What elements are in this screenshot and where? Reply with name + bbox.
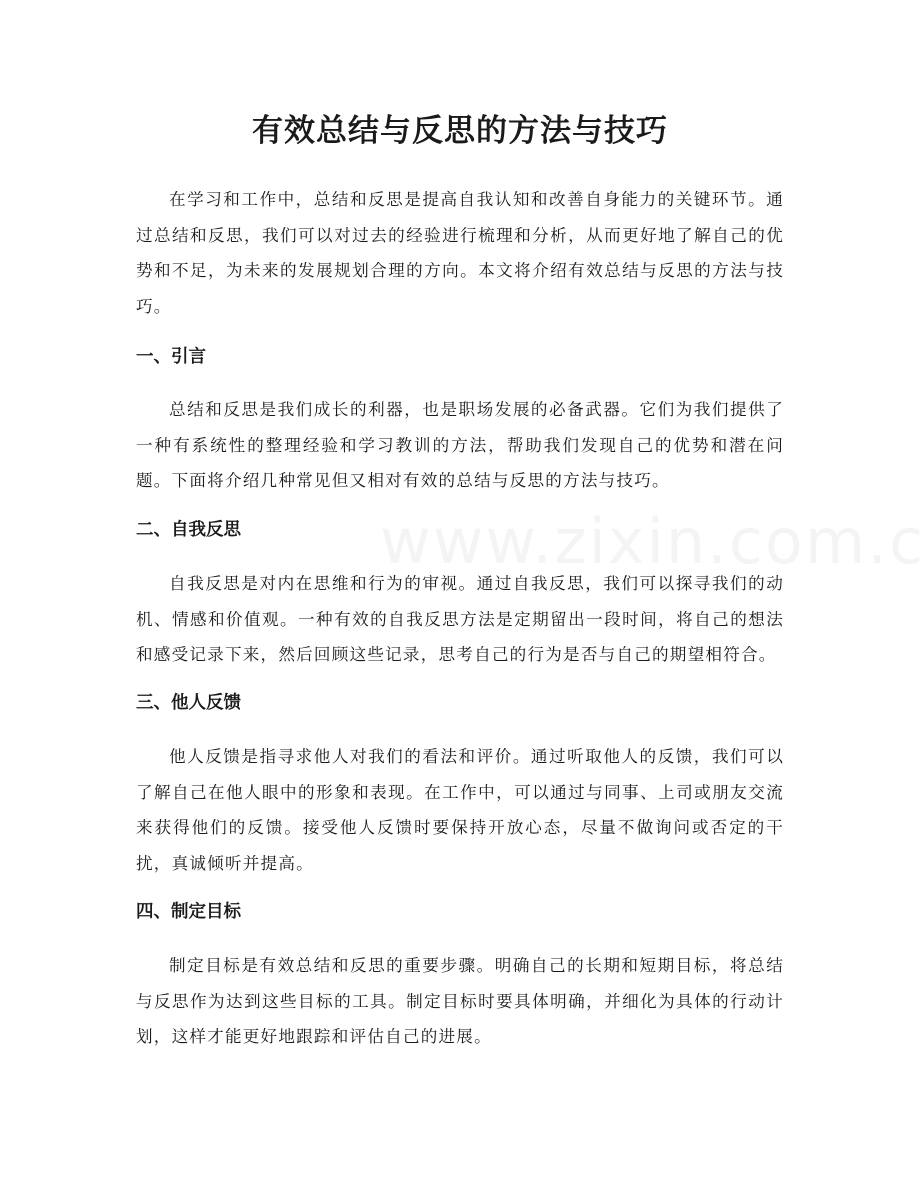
section-body-feedback: 他人反馈是指寻求他人对我们的看法和评价。通过听取他人的反馈，我们可以了解自己在他人眼中的形象和表现。在工作中，可以通过与同事、上司或朋友交流来获得他们的反馈。接受他人反馈时要保持开放心态，尽量不做询问或否定的干扰，真诚倾听并提高。 — [136, 747, 784, 873]
document-title: 有效总结与反思的方法与技巧 — [252, 113, 668, 149]
section-heading-intro: 一、引言 — [136, 347, 206, 367]
section-heading-self-reflection: 二、自我反思 — [136, 520, 241, 540]
section-body-self-reflection: 自我反思是对内在思维和行为的审视。通过自我反思，我们可以探寻我们的动机、情感和价值观。一种有效的自我反思方法是定期留出一段时间，将自己的想法和感受记录下来，然后回顾这些记录，思考自己的行为是否与自己的期望相符合。 — [136, 574, 784, 664]
section-heading-feedback: 三、他人反馈 — [136, 693, 241, 713]
section-body-intro: 总结和反思是我们成长的利器，也是职场发展的必备武器。它们为我们提供了一种有系统性的整理经验和学习教训的方法，帮助我们发现自己的优势和潜在问题。下面将介绍几种常见但又相对有效的总结与反思的方法与技巧。 — [136, 400, 784, 490]
intro-paragraph: 在学习和工作中，总结和反思是提高自我认知和改善自身能力的关键环节。通过总结和反思，我们可以对过去的经验进行梳理和分析，从而更好地了解自己的优势和不足，为未来的发展规划合理的方向。本文将介绍有效总结与反思的方法与技巧。 — [136, 190, 784, 316]
section-body-goals: 制定目标是有效总结和反思的重要步骤。明确自己的长期和短期目标，将总结与反思作为达到这些目标的工具。制定目标时要具体明确，并细化为具体的行动计划，这样才能更好地跟踪和评估自己的进展。 — [136, 956, 784, 1046]
section-heading-goals: 四、制定目标 — [136, 902, 241, 922]
